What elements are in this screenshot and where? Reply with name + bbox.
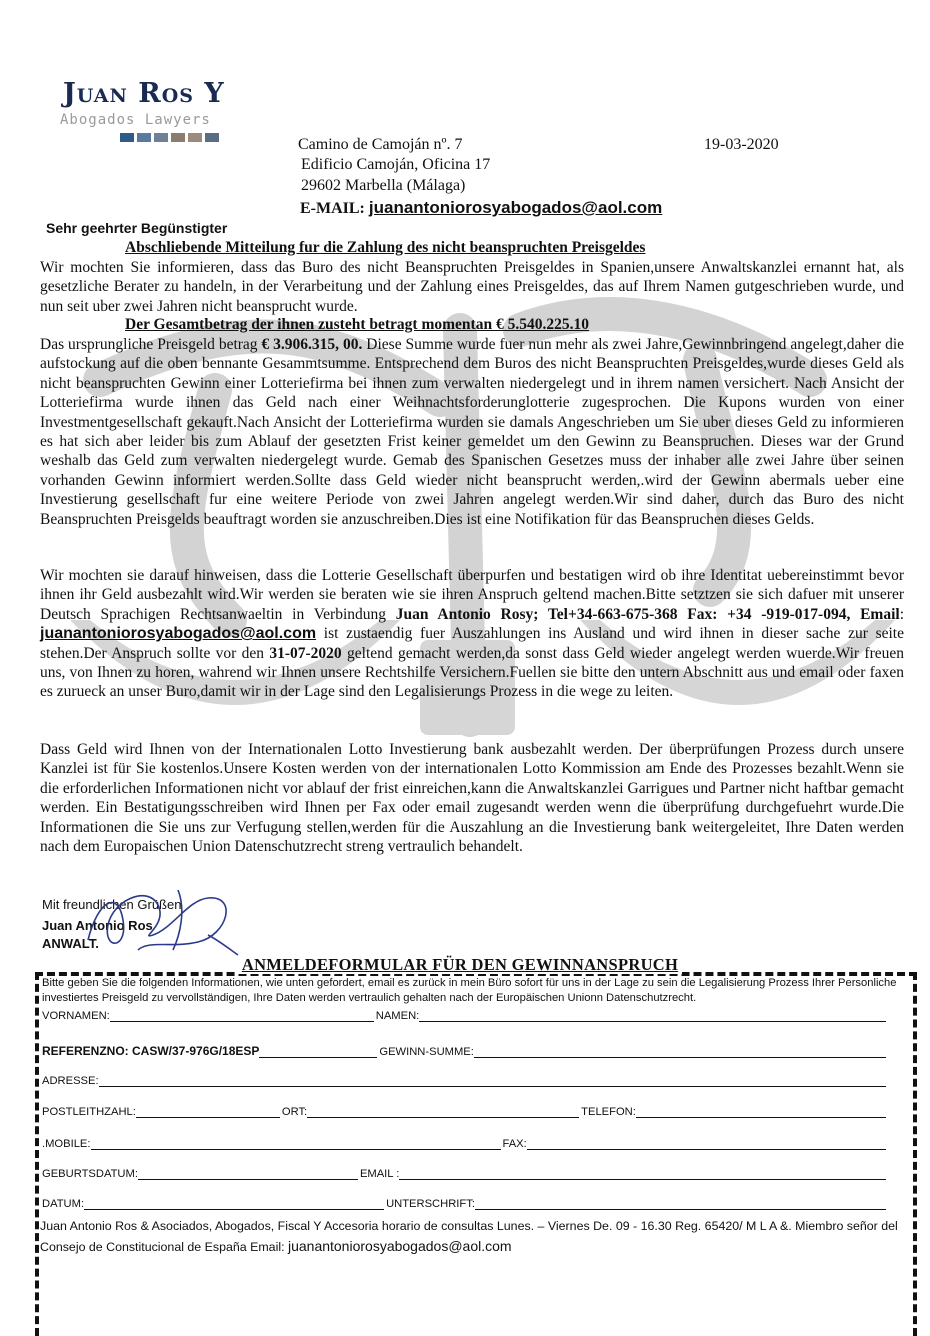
namen-field[interactable] <box>419 1010 886 1022</box>
logo-color-square <box>205 133 219 142</box>
gewinn-field[interactable] <box>474 1046 886 1058</box>
logo-color-square <box>137 133 151 142</box>
para2-text-start: Das ursprungliche Preisgeld betrag <box>40 336 262 353</box>
email-label: E-MAIL: <box>300 200 365 217</box>
mobile-label: .MOBILE: <box>42 1138 91 1150</box>
reference-field[interactable] <box>259 1046 377 1058</box>
plz-field[interactable] <box>136 1106 280 1118</box>
logo-title: Juan Ros Y <box>63 78 225 109</box>
letter-date: 19-03-2020 <box>704 136 779 153</box>
telefon-field[interactable] <box>636 1106 886 1118</box>
logo-color-square <box>188 133 202 142</box>
email-field[interactable] <box>399 1168 886 1180</box>
claim-deadline: 31-07-2020 <box>269 644 342 662</box>
mobile-field[interactable] <box>91 1138 501 1150</box>
form-row-address <box>42 1075 888 1087</box>
unterschrift-label: UNTERSCHRIFT: <box>386 1198 475 1210</box>
paragraph-payment: Dass Geld wird Ihnen von der Internationalen Lotto Investierung bank ausbezahlt werden. Der überprüfungen Prozess durch unsere Kanzlei ist für Sie kostenlos.Unsere Kosten werden von der internationalen Lotto Kommission am Ende des Prozesses bezahlt.Wenn sie die erforderlichen Informationen nicht vor ablauf der frist einreichen,kann die Anwaltskanzlei Garrigues und Partner nicht haftbar gemacht werden. Ein Bestatigungsschreiben wird Ihnen per Fax oder email zugesandt werden wenn die überprüfung durchgefuehrt wurde.Die Informationen die Sie uns zur Verfugung stellen,werden für die Auszahlung an die Investierung bank weitergeleitet, Ihre Daten werden nach dem Europaischen Union Datenschutzrecht streng vertraulich behandelt. <box>40 741 904 856</box>
ort-label: ORT: <box>281 1106 308 1118</box>
logo-color-square <box>120 133 134 142</box>
claim-form-intro: Bitte geben Sie die folgenden Informationen, wie unten gefordert, email es zurück in mein Büro sofort für uns in der Lage zu sein die Legalisierung Prozess Ihrer Personliche investiertes Preisgeld zu vervollständigen, Ihre Daten werden vertraulich gehalten nach der Europäischen Unionn Datenschutzrecht. <box>42 977 897 1004</box>
logo-subtitle: Abogados Lawyers <box>60 112 211 128</box>
unterschrift-field[interactable] <box>475 1198 886 1210</box>
gewinn-label: GEWINN-SUMME: <box>379 1046 474 1058</box>
signature-image <box>78 880 248 960</box>
form-row-date <box>42 1198 888 1210</box>
claim-form-title <box>0 955 920 975</box>
paragraph-details <box>40 335 904 529</box>
address-line-3: 29602 Marbella (Málaga) <box>301 177 466 194</box>
para3-text-mid: ist zustaendig fuer Auszahlungen ins Ausland und wird ihnen in dieser sache zur seite stehen.Der Anspruch sollte vor den <box>40 625 904 662</box>
geburtsdatum-field[interactable] <box>138 1168 358 1180</box>
total-amount-heading: Der Gesamtbetrag der ihnen zusteht betragt momentan € 5.540.225.10 <box>125 316 589 333</box>
email-label-form: EMAIL : <box>359 1168 400 1180</box>
claim-form-border <box>35 972 917 1336</box>
subject-heading: Abschliebende Mitteilung fur die Zahlung des nicht beanspruchten Preisgeldes <box>125 239 646 256</box>
form-row-reference <box>42 1044 888 1058</box>
para3-text-rest: geltend gemacht werden,da sonst dass Geld wieder angelegt werden wuerde.Wir freuen uns, von Ihnen zu horen, wahrend wir Ihnen unsere Rechtshilfe Versichern.Fuellen sie bitte den untern Abschnitt aus und email oder faxen es zurueck an unser Buro,damit wir in der Lage sind den Legalisierungs Prozess in die wege zu leiten. <box>40 644 904 701</box>
paragraph-intro: Wir mochten Sie informieren, dass das Buro des nicht Beanspruchten Preisgeldes in Spanien,unsere Anwaltskanzlei ernannt hat, als gesetzliche Berater zu handeln, in der Verarbeitung und der Zahlung eines Preisgeldes, das auf Ihrem Namen gutgeschrieben wurde, und nun seit uber zwei Jahren nicht beansprucht wurde. <box>40 259 904 315</box>
namen-label: NAMEN: <box>375 1010 420 1022</box>
salutation: Sehr geehrter Begünstigter <box>46 220 228 236</box>
geburtsdatum-label: GEBURTSDATUM: <box>42 1168 138 1180</box>
closing-title: ANWALT. <box>42 936 99 951</box>
plz-label: POSTLEITHZAHL: <box>42 1106 136 1118</box>
footer-text: Juan Antonio Ros & Asociados, Abogados, Fiscal Y Accesoria horario de consultas Lunes. – Viernes De. 09 - 16.30 Reg. 65420/ M L A &. Miembro señor del Consejo de Constitucional de España Email: <box>40 1219 898 1254</box>
form-row-mobile <box>42 1138 888 1150</box>
contact-email-link[interactable]: juanantoniorosyabogados@aol.com <box>40 625 317 643</box>
datum-field[interactable] <box>84 1198 384 1210</box>
contact-details: Juan Antonio Rosy; Tel+34-663-675-368 Fax: +34 -919-017-094, Email <box>395 605 900 623</box>
telefon-label: TELEFON: <box>581 1106 636 1118</box>
adresse-label: ADRESSE: <box>42 1075 99 1087</box>
header-email-link[interactable]: juanantoniorosyabogados@aol.com <box>368 198 663 217</box>
fax-field[interactable] <box>527 1138 886 1150</box>
logo-color-bar <box>120 133 219 142</box>
paragraph-contact <box>40 566 904 702</box>
para2-text-rest: Diese Summe wurde fuer nun mehr als zwei Jahre,Gewinnbringend angelegt,daher die aufstockung auf die oben bennante Gesammtsumme. Entsprechend dem Buros des nicht Beanspruchten Preisgeldes,wurde dieses Geld als nicht beanspruchten Gewinn einer Lotteriefirma bei ihnen zum verwalten niedergelegt und in ihrem namen versichert. Nach Ansicht der Lotteriefirma wurde ihnen das Geld nach einer Weihnachtsforderunglotterie zugesprochen. Die Kupons wurden von einer Investmentgesellschaft gekauft.Nach Ansicht der Lotteriefirma wurden sie damals Angeschrieben um Sie uber dieses Geld zu informieren es hat sich aber leider bis zum Ablauf der gesetzten Frist keiner gemeldet um den Gewinn zu Beanspruchen. Dieses war der Grund weshalb das Geld zum verwalten niedergelegt wurde. Gemab des Spanischen Gesetzes muss der inhaber alle zwei Jahre über seinen vorhanden Gewinn informiert werden.Sollte dass Geld wieder nicht beansprucht werden,.wird der Gewinn abermals ueber eine Investierung gesellschaft fur eine weitere Periode von zwei Jahren angelegt werden.Wir sind daher, durch das Buro des nicht Beanspruchten Preisgelds beauftragt worden sie anzuschreiben.Dies ist eine Notifikation für das Beanspruchen dieses Gelds. <box>40 336 905 528</box>
closing-name: Juan Antonio Ros <box>42 918 153 933</box>
claim-form-title-text: ANMELDEFORMULAR FÜR DEN GEWINNANSPRUCH <box>238 955 682 974</box>
logo-color-square <box>154 133 168 142</box>
address-line-2: Edificio Camoján, Oficina 17 <box>301 156 491 173</box>
vornamen-label: VORNAMEN: <box>42 1010 110 1022</box>
form-row-location <box>42 1106 888 1118</box>
vornamen-field[interactable] <box>110 1010 374 1022</box>
form-row-names <box>42 1010 888 1022</box>
fax-label: FAX: <box>502 1138 527 1150</box>
logo-color-square <box>171 133 185 142</box>
ort-field[interactable] <box>307 1106 579 1118</box>
datum-label: DATUM: <box>42 1198 85 1210</box>
header-email <box>300 198 662 218</box>
form-row-birth <box>42 1168 888 1180</box>
footer-email-link[interactable]: juanantoniorosyabogados@aol.com <box>287 1238 512 1254</box>
address-line-1: Camino de Camoján nº. 7 <box>298 136 463 153</box>
footer-note <box>40 1216 908 1257</box>
original-prize-amount: € 3.906.315, 00. <box>261 336 363 353</box>
reference-number: REFERENZNO: CASW/37-976G/18ESP <box>42 1044 260 1058</box>
para3-text-start: Wir mochten sie darauf hinweisen, dass die Lotterie Gesellschaft überpurfen und bestatigen wird ob ihre Identitat uebereinstimmt bevor ihnen ihr Geld ausbezahlt wird.Wir werden sie beraten wie sie ihren Anspruch geltend machen.Bitte setztzen sie sich dafuer mit unserer Deutsch Sprachigen Rechtsanwaeltin in Verbindung <box>40 567 904 623</box>
para3-colon: : <box>899 605 905 623</box>
adresse-field[interactable] <box>99 1075 886 1087</box>
closing-greeting: Mit freundlichen Grüßen <box>42 897 182 912</box>
